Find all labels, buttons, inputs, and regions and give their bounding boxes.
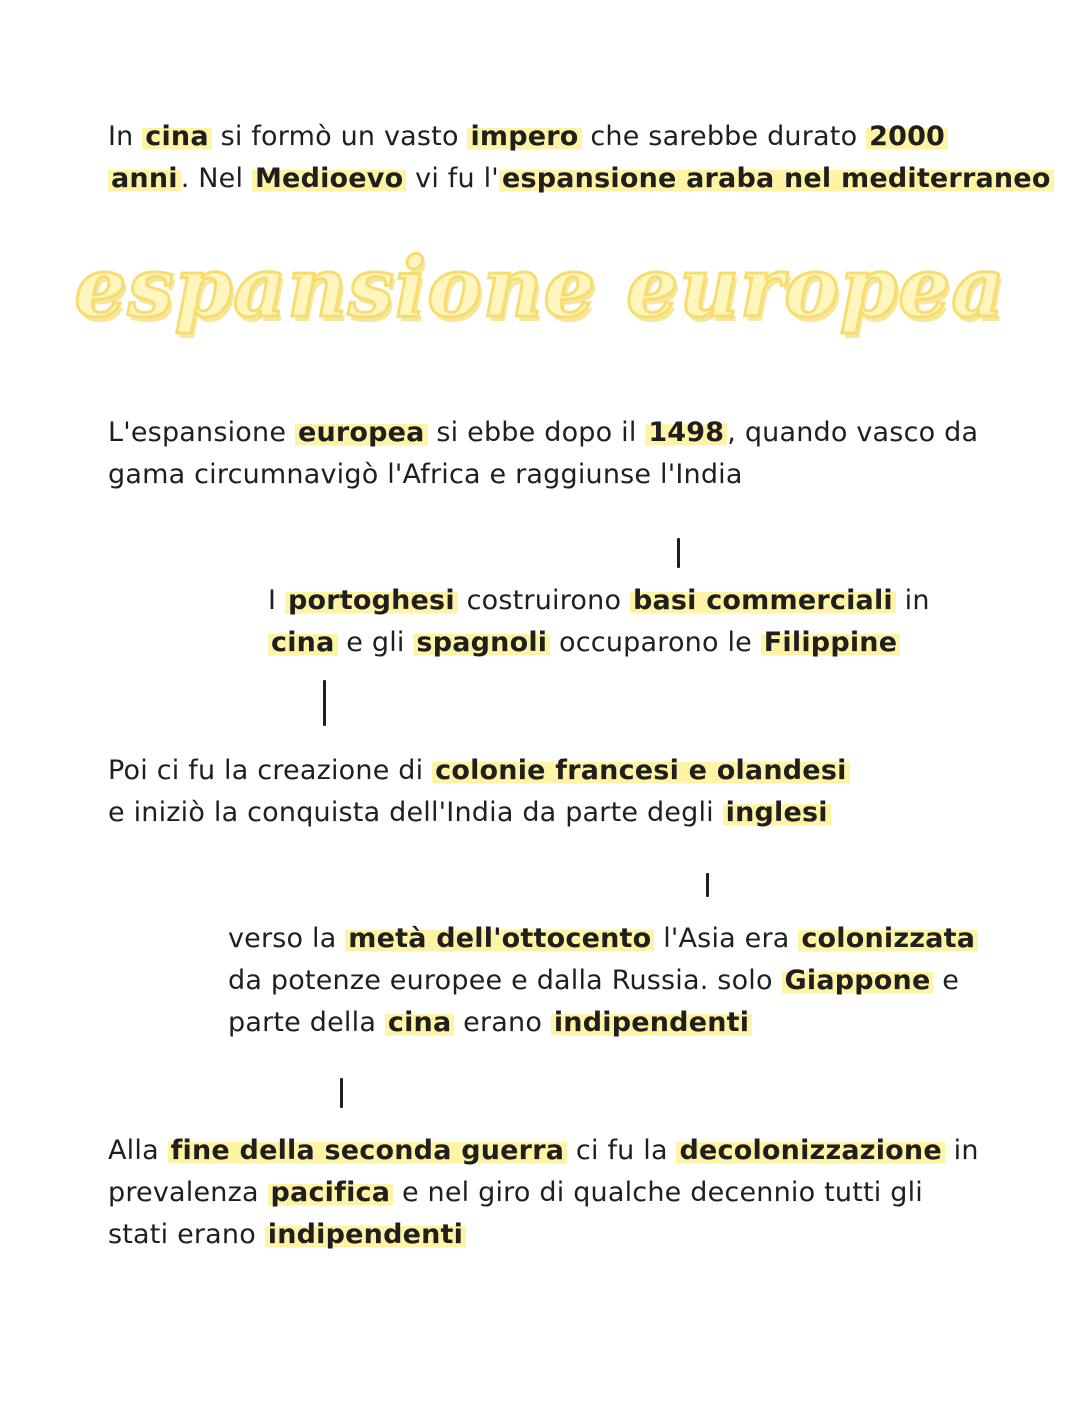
text-segment: occuparono le <box>550 627 761 658</box>
text-line <box>108 1214 979 1256</box>
text-segment: e gli <box>337 627 414 658</box>
connector-line-3 <box>706 873 709 897</box>
text-segment: In <box>108 121 143 152</box>
text-line <box>228 960 978 1002</box>
text-line <box>268 580 930 622</box>
text-segment: da potenze europee e dalla Russia. solo <box>228 965 782 996</box>
paragraph-portuguese-spanish <box>268 580 930 664</box>
text-segment: in <box>944 1135 979 1166</box>
highlighted-term: fine della seconda guerra <box>168 1135 568 1166</box>
highlighted-term: spagnoli <box>413 627 550 658</box>
text-line <box>108 750 850 792</box>
highlighted-term: 1498 <box>645 417 727 448</box>
text-segment: prevalenza <box>108 1177 268 1208</box>
text-line <box>108 412 978 454</box>
text-line <box>108 1172 979 1214</box>
highlighted-term: cina <box>268 627 338 658</box>
text-line <box>228 918 978 960</box>
highlighted-term: europea <box>295 417 428 448</box>
connector-line-4 <box>340 1078 343 1108</box>
text-line <box>108 454 978 496</box>
text-line <box>268 622 930 664</box>
highlighted-term: cina <box>142 121 212 152</box>
highlighted-term: portoghesi <box>285 585 458 616</box>
text-segment: I <box>268 585 285 616</box>
paragraph-french-dutch-colonies <box>108 750 850 834</box>
highlighted-term: Filippine <box>761 627 900 658</box>
text-segment: L'espansione <box>108 417 295 448</box>
text-segment: stati erano <box>108 1219 265 1250</box>
highlighted-term: colonie francesi e olandesi <box>432 755 849 786</box>
highlighted-term: decolonizzazione <box>676 1135 944 1166</box>
highlighted-term: impero <box>467 121 581 152</box>
highlighted-term: inglesi <box>723 797 831 828</box>
text-segment: e iniziò la conquista dell'India da parte degli <box>108 797 723 828</box>
highlighted-term: indipendenti <box>265 1219 466 1250</box>
text-segment: si ebbe dopo il <box>427 417 646 448</box>
text-segment: Alla <box>108 1135 168 1166</box>
highlighted-term: indipendenti <box>551 1007 752 1038</box>
text-segment: e nel giro di qualche decennio tutti gli <box>393 1177 923 1208</box>
text-line <box>108 158 1054 200</box>
text-line <box>108 116 1054 158</box>
highlighted-term: colonizzata <box>798 923 978 954</box>
highlighted-term: Medioevo <box>252 163 406 194</box>
paragraph-asia-colonized <box>228 918 978 1044</box>
text-segment: costruirono <box>457 585 630 616</box>
text-segment: gama circumnavigò l'Africa e raggiunse l'India <box>108 459 743 490</box>
highlighted-term: 2000 <box>866 121 948 152</box>
text-segment: si formò un vasto <box>211 121 468 152</box>
intro-paragraph <box>108 116 1054 200</box>
text-segment: . Nel <box>180 163 252 194</box>
highlighted-term: espansione araba nel mediterraneo <box>499 163 1054 194</box>
highlighted-term: anni <box>108 163 181 194</box>
text-segment: in <box>895 585 930 616</box>
paragraph-expansion-start <box>108 412 978 496</box>
text-line <box>108 1130 979 1172</box>
page-title: espansione europea <box>74 240 1006 336</box>
text-segment: erano <box>454 1007 551 1038</box>
text-segment: Poi ci fu la creazione di <box>108 755 433 786</box>
text-segment: che sarebbe durato <box>581 121 867 152</box>
paragraph-decolonization <box>108 1130 979 1256</box>
connector-line-1 <box>677 538 680 568</box>
text-line <box>228 1002 978 1044</box>
text-segment: e <box>933 965 960 996</box>
text-segment: l'Asia era <box>654 923 799 954</box>
connector-line-2 <box>323 680 326 726</box>
text-segment: , quando vasco da <box>727 417 979 448</box>
highlighted-term: basi commerciali <box>630 585 896 616</box>
text-segment: verso la <box>228 923 346 954</box>
highlighted-term: pacifica <box>268 1177 394 1208</box>
text-segment: vi fu l' <box>406 163 499 194</box>
highlighted-term: metà dell'ottocento <box>345 923 654 954</box>
highlighted-term: Giappone <box>782 965 934 996</box>
highlighted-term: cina <box>385 1007 455 1038</box>
text-segment: parte della <box>228 1007 385 1038</box>
text-segment: ci fu la <box>567 1135 677 1166</box>
text-line <box>108 792 850 834</box>
